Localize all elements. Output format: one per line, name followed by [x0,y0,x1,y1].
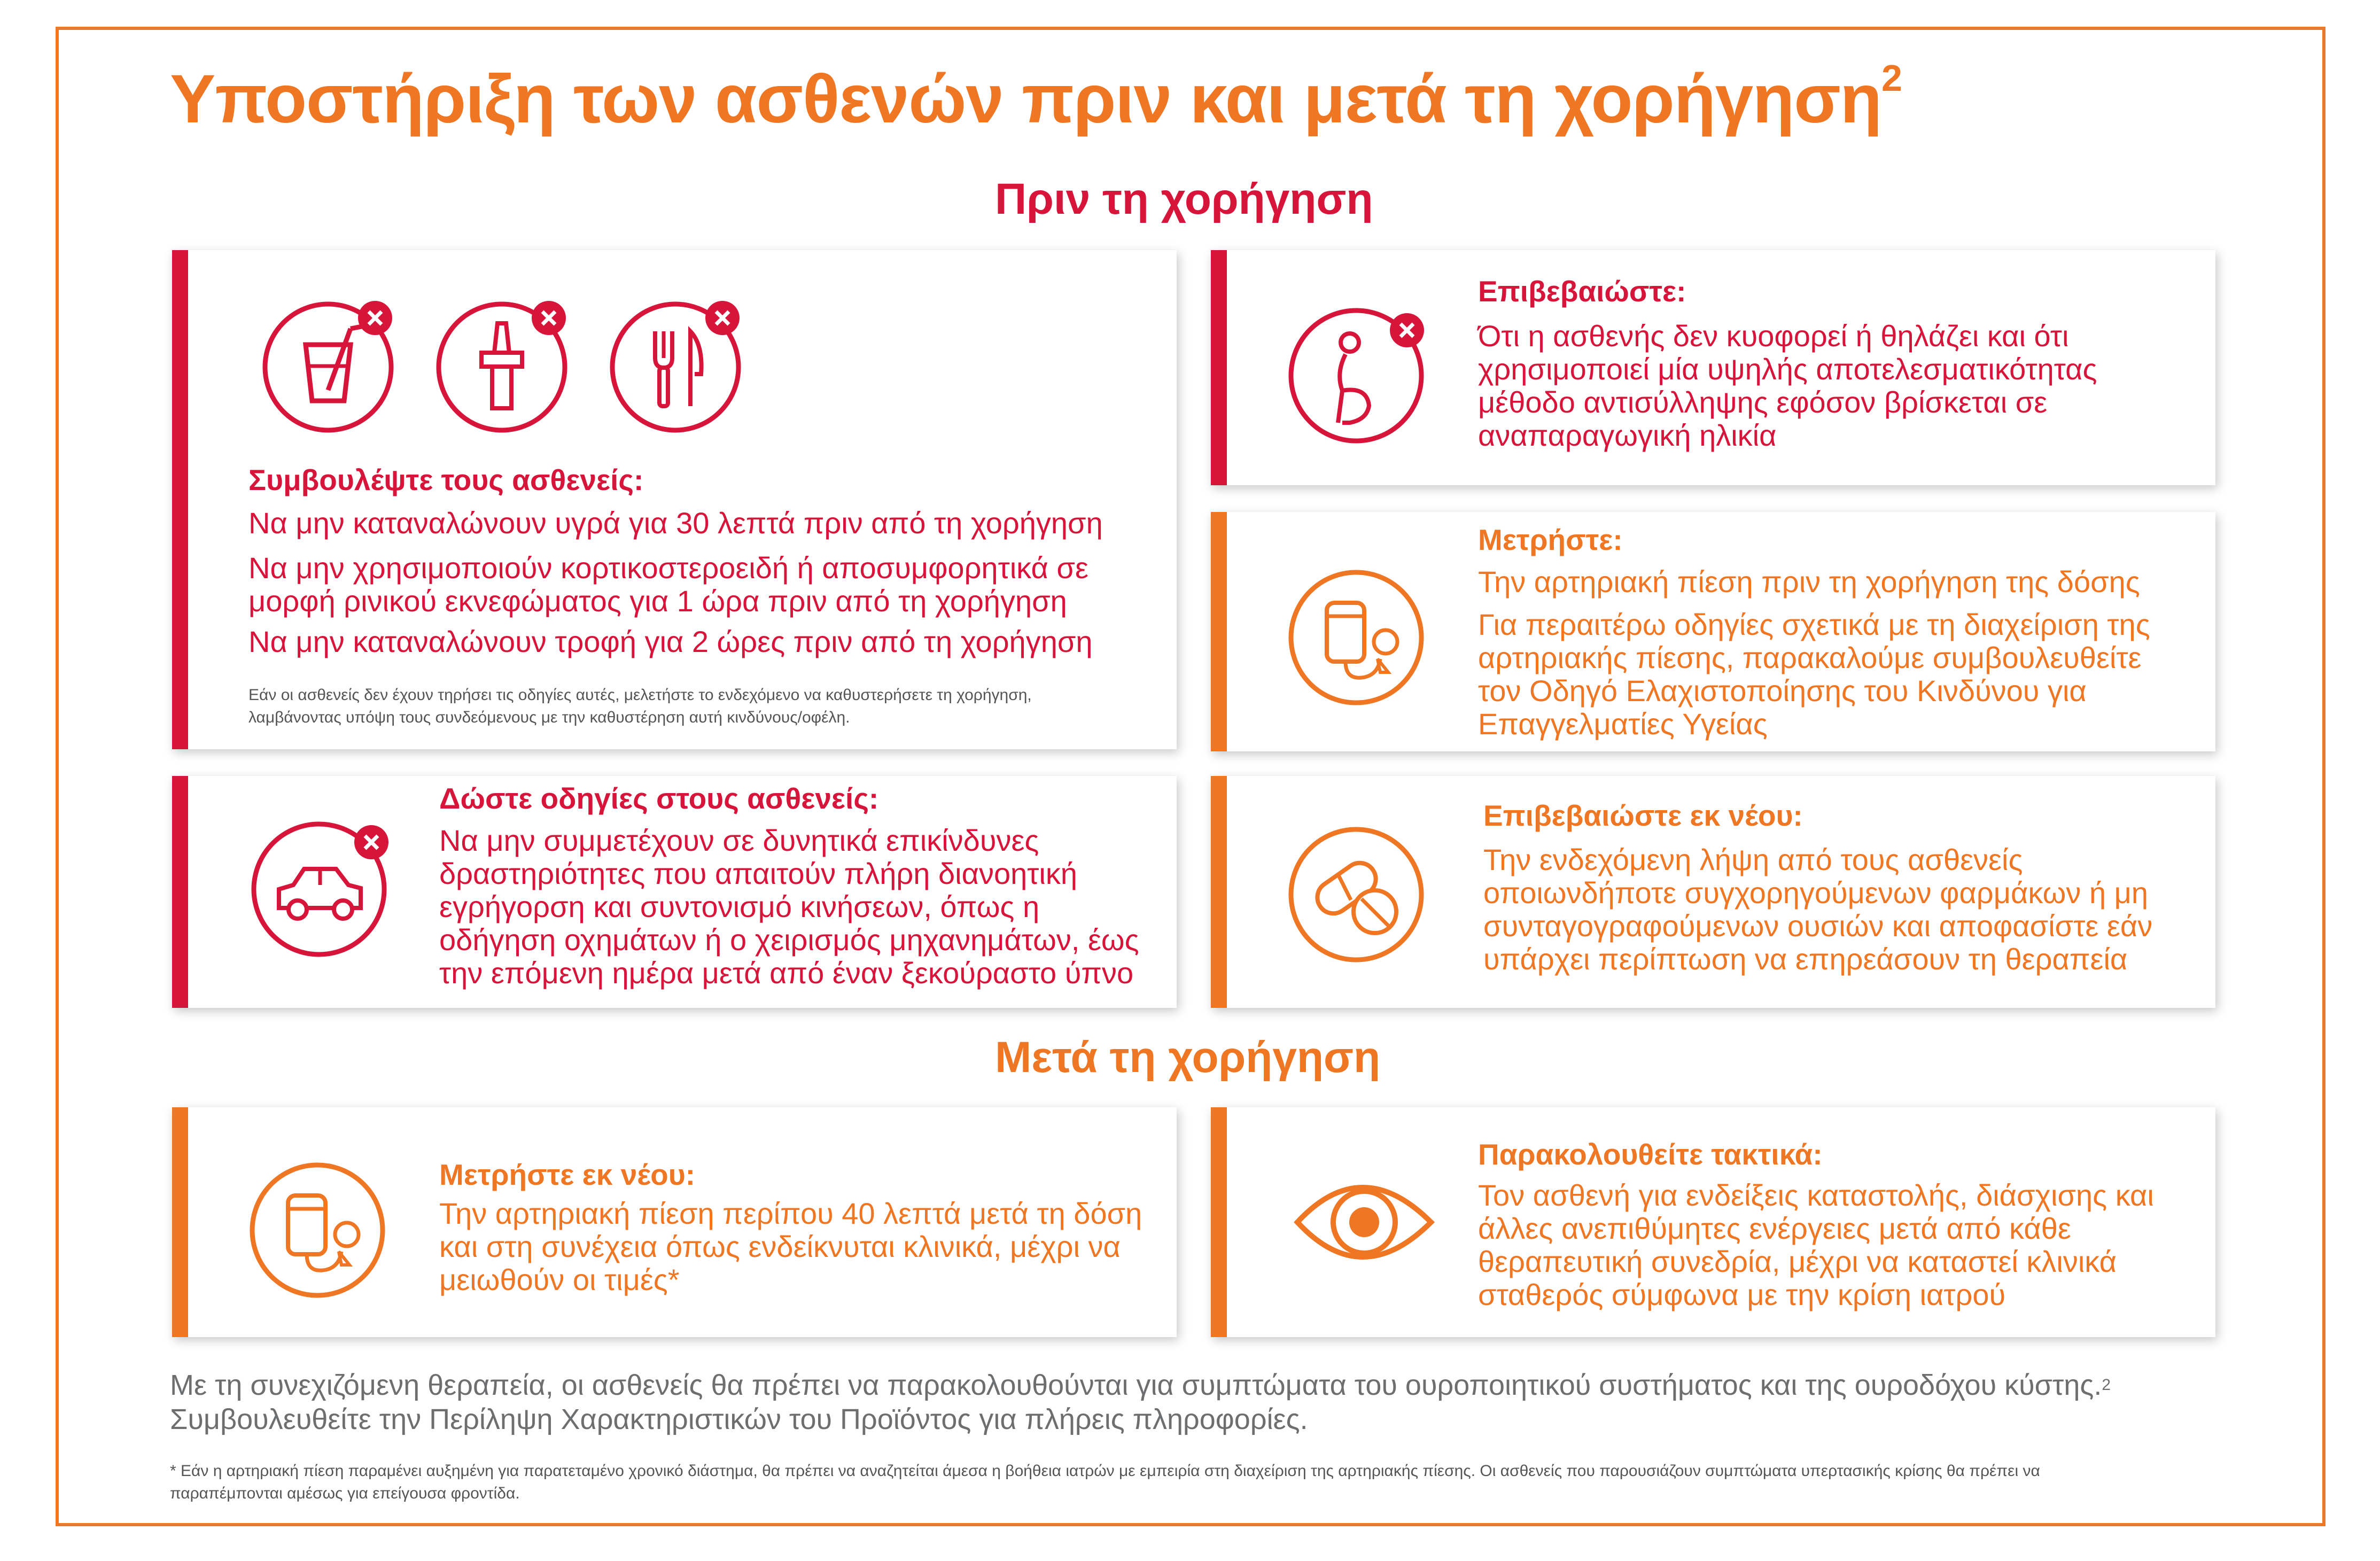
advise-note: Εάν οι ασθενείς δεν έχουν τηρήσει τις οδηγίες αυτές, μελετήστε το ενδεχόμενο να καθυστερήσετε τη χορήγηση, λαμβάνοντας υπόψη τους συνδεόμενους με την καθυστέρηση αυτή κινδύνους/οφέλη. [248,686,1032,726]
no-driving-icon [250,814,405,959]
instruct-card [172,776,1177,1008]
footnote: * Εάν η αρτηριακή πίεση παραμένει αυξημένη για παρατεταμένο χρονικό διάστημα, θα πρέπει να αναζητείται άμεσα η βοήθεια ιατρών με εμπειρία στη διαχείριση της αρτηριακής πίεσης. Οι ασθενείς που παρουσιάζουν συμπτώματα υπερτασικής κρίσης θα πρέπει να παραπέμπονται αμέσως για επείγουσα φροντίδα. [170,1462,2040,1502]
remeasure-heading: Μετρήστε εκ νέου: [439,1158,696,1191]
no-food-icon [606,294,750,433]
measure-card [1211,512,2215,751]
monitor-card [1211,1107,2215,1337]
footer-text [170,1368,2111,1436]
footer-line-1: Με τη συνεχιζόμενη θεραπεία, οι ασθενείς θα πρέπει να παρακολουθούνται για συμπτώματα του ουροποιητικού συστήματος και της ουροδόχου κύστης.$^2$ [170,1369,2111,1401]
confirm-heading: Επιβεβαιώστε: [1478,275,1686,308]
no-nasal-spray-icon [432,294,577,433]
measure-text-2: Για περαιτέρω οδηγίες σχετικά με τη διαχείριση της αρτηριακής πίεσης, παρακαλούμε συμβουλευθείτε τον Οδηγό Ελαχιστοποίησης του Κινδύνου για Επαγγελματίες Υγείας [1478,608,2150,741]
confirm-card [1211,250,2215,485]
monitor-text: Τον ασθενή για ενδείξεις καταστολής, διάσχισης και άλλες ανεπιθύμητες ενέργειες μετά από κάθε θεραπευτική συνεδρία, μέχρι να καταστεί κλινικά σταθερός σύμφωνα με την κρίση ιατρού [1478,1178,2154,1311]
measure-heading: Μετρήστε: [1478,523,1623,556]
reconfirm-card [1211,776,2215,1008]
blood-pressure-icon [248,1155,398,1300]
page-title: Υποστήριξη των ασθενών πριν και μετά τη χορήγηση$^2$ [170,57,1902,137]
no-pregnancy-icon [1287,301,1436,445]
monitor-heading: Παρακολουθείτε τακτικά: [1478,1138,1823,1171]
after-section-title: Μετά τη χορήγηση [995,1033,1381,1082]
pills-icon [1287,820,1436,964]
advise-item-3: Να μην καταναλώνουν τροφή για 2 ώρες πριν από τη χορήγηση [248,625,1093,658]
no-drinks-icon [259,294,403,433]
before-section-title: Πριν τη χορήγηση [995,175,1373,223]
advise-item-2: Να μην χρησιμοποιούν κορτικοστεροειδή ή αποσυμφορητικά σε μορφή ρινικού εκνεφώματος για 1 ώρα πριν από τη χορήγηση [248,551,1088,618]
advise-heading: Συμβουλέψτε τους ασθενείς: [248,463,644,496]
advise-card [172,250,1177,749]
instruct-heading: Δώστε οδηγίες στους ασθενείς: [439,782,879,815]
footer-line-2: Συμβουλευθείτε την Περίληψη Χαρακτηριστικών του Προϊόντος για πλήρεις πληροφορίες. [170,1403,1308,1435]
blood-pressure-icon [1287,563,1436,707]
reconfirm-heading: Επιβεβαιώστε εκ νέου: [1483,799,1803,832]
confirm-text: Ότι η ασθενής δεν κυοφορεί ή θηλάζει και ότι χρησιμοποιεί μία υψηλής αποτελεσματικότητας μέθοδο αντισύλληψης εφόσον βρίσκεται σε αναπαραγωγική ηλικία [1478,319,2097,452]
measure-text-1: Την αρτηριακή πίεση πριν τη χορήγηση της δόσης [1478,565,2140,599]
eye-icon [1287,1155,1447,1289]
advise-item-1: Να μην καταναλώνουν υγρά για 30 λεπτά πριν από τη χορήγηση [248,506,1103,540]
remeasure-card [172,1107,1177,1337]
instruct-text: Να μην συμμετέχουν σε δυνητικά επικίνδυνες δραστηριότητες που απαιτούν πλήρη διανοητική εγρήγορση και συντονισμό κινήσεων, όπως η οδήγηση οχημάτων ή ο χειρισμός μηχανημάτων, έως την επόμενη ημέρα μετά από έναν ξεκούραστο ύπνο [439,824,1139,990]
reconfirm-text: Την ενδεχόμενη λήψη από τους ασθενείς οποιωνδήποτε συγχορηγούμενων φαρμάκων ή μη συνταγογραφούμενων ουσιών και αποφασίστε εάν υπάρχει περίπτωση να επηρεάσουν τη θεραπεία [1483,843,2153,976]
remeasure-text: Την αρτηριακή πίεση περίπου 40 λεπτά μετά τη δόση και στη συνέχεια όπως ενδείκνυται κλινικά, μέχρι να μειωθούν οι τιμές* [439,1197,1142,1296]
